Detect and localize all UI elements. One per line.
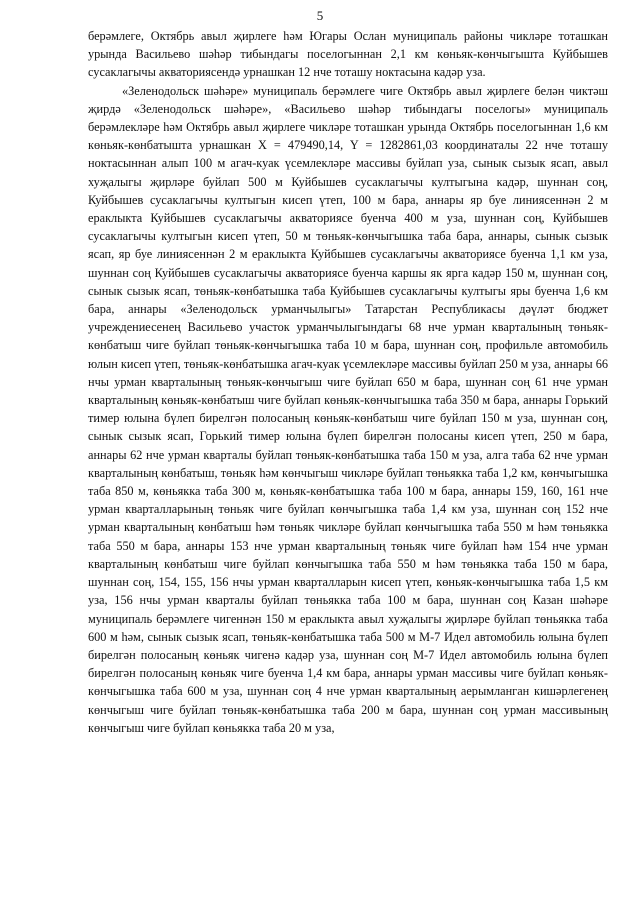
paragraph: «Зеленодольск шәһәре» муниципаль берәмлеге чиге Октябрь авыл җирлеге белән чиктәш җирдә «Зеленодольск шәһәре», «Васильево шәһәр тибындагы поселогы» муниципаль берәмлекләре һәм Октябрь авыл җирлеге чикләре тоташкан урында Октябрь поселогыннан 1,6 км көньяк-көнбатышта урнашкан X = 479490,14, Y = 1282861,03 координаталы 22 нче тоташу ноктасыннан алып 100 м агач-куак үсемлекләре массивы буйлап уза, сынык сызык ясап, авыл хуҗалыгы җирләре буйлап 500 м Куйбышев сусаклагычы култыгына кадәр, шуннан соң, Куйбышев сусаклагычы култыгын кисеп үтеп, 100 м бара, аннары яр буе линиясеннән 2 м ераклыкта Куйбышев сусаклагычы акваториясе буенча 400 м уза, шуннан соң, Куйбышев сусаклагычы култыгын кисеп үтеп, 50 м төньяк-көнчыгышка таба бара, аннары, сынык сызык ясап, яр буе линиясеннән 2 м ераклыкта Куйбышев сусаклагычы акваториясе буенча 1,1 км уза, шуннан соң Куйбышев сусаклагычы акваториясе буенча каршы як ярга кадәр 150 м, шуннан соң, сынык сызык ясап, төньяк-көнбатышка таба Куйбышев сусаклагычы култыгы яры буенча 1,6 км бара, аннары «Зеленодольск урманчылыгы» Татарстан Республикасы дәүләт бюджет учреждениесенең Васильево участок урманчылыгындагы 68 нче урман кварталының төньяк-көнбатыш чиге буйлап төньяк-көнчыгышка таба 10 м бара, шуннан соң, профильле автомобиль юлын кисеп үтеп, төньяк-көнбатышка агач-куак үсемлекләре массивы буйлап 250 м уза, аннары 66 нчы урман кварталының төньяк-көнчыгыш чиге буйлап 650 м бара, шуннан соң 61 нче урман кварталының көньяк-көнбатыш чиге буйлап көньяк-көнчыгышка таба 350 м бара, аннары Горький тимер юлына бүлеп бирелгән полосаның көньяк-көнбатыш чиге буйлап 150 м уза, шуннан соң, сынык сызык ясап, Горький тимер юлына бүлеп бирелгән полосаны кисеп үтеп, 250 м бара, аннары 62 нче урман кварталы буйлап төньяк-көнбатышка таба 150 м уза, алга таба 62 нче урман кварталының көнбатыш, төньяк һәм көнчыгыш чикләре буйлап төньякка таба 1,2 км, көнчыгышка таба 850 м, көньякка таба 300 м, көньяк-көнбатышка таба 100 м бара, аннары 159, 160, 161 нче урман кварталларының төньяк чиге буйлап көнчыгышка таба 1,4 км уза, шуннан соң 152 нче урман кварталының көнбатыш һәм төньяк чикләре буйлап көнчыгышка таба 550 м һәм төньякка таба 550 м бара, аннары 153 нче урман кварталының төньяк чиге буйлап һәм 154 нче урман кварталының көнбатыш чиге буйлап көнчыгышка таба 550 м һәм төньякка таба 150 м бара, шуннан соң, 154, 155, 156 нчы урман кварталларын кисеп үтеп, көньяк-көнчыгышка таба 1,5 км уза, 156 нчы урман кварталы буйлап төньякка таба 100 м бара, шуннан соң Казан шәһәре муниципаль берәмлеге чигеннән 150 м ераклыкта авыл хуҗалыгы җирләре буйлап төньякка таба 600 м һәм, сынык сызык ясап, төньяк-көнбатышка таба 500 м М-7 Идел автомобиль юлына бүлеп бирелгән полосаның көньяк чигенә кадәр уза, шуннан соң М-7 Идел автомобиль юлына бүлеп бирелгән полосаның көньяк чиге буенча 1,4 км бара, аннары урман массивы чиге буйлап көньяк-көнчыгышка таба 600 м уза, шуннан соң 4 нче урман кварталының аерымланган кишәрлегенең көнчыгыш чиге буйлап төньяк-көнбатышка таба 200 м бара, шуннан соң урман массивының көнчыгыш чиге буйлап көньякка таба 20 м уза, xyxy=(88,83,609,735)
paragraph: берәмлеге, Октябрь авыл җирлеге һәм Югары Ослан муниципаль районы чикләре тоташкан урында Васильево шәһәр тибындагы поселогыннан 2,1 км көньяк-көнчыгышта Куйбышев сусаклагычы акваториясендә урнашкан 12 нче тоташу ноктасына кадәр уза. xyxy=(88,29,608,80)
page-number: 5 xyxy=(316,8,324,23)
document-body xyxy=(88,27,608,737)
